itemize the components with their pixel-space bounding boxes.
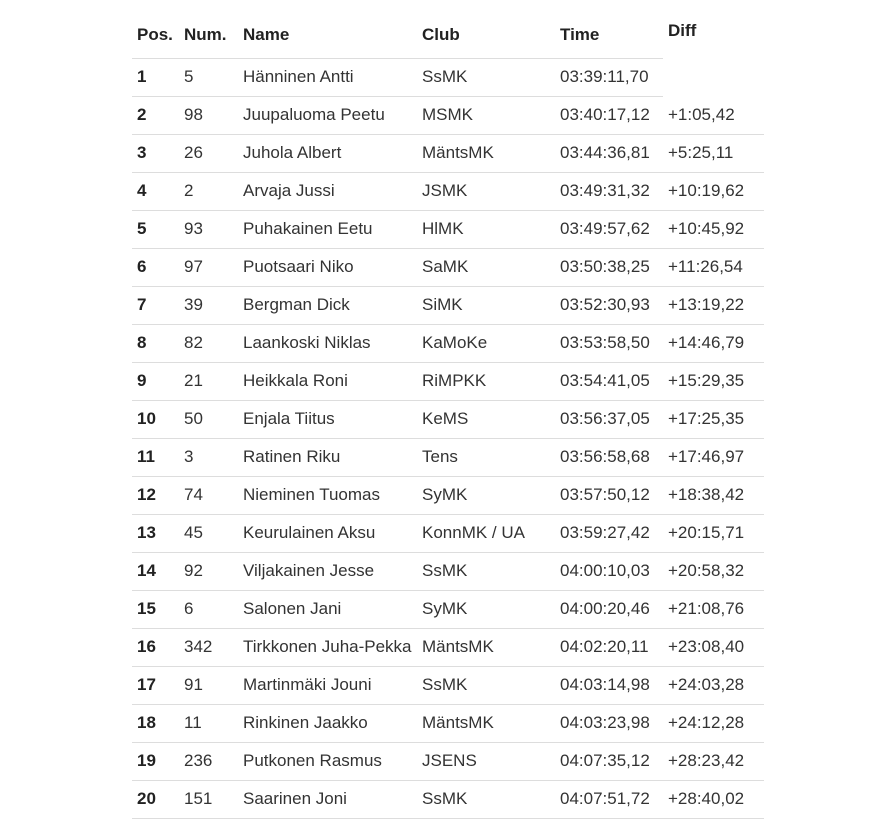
cell-diff: +1:05,42	[663, 96, 764, 134]
cell-time: 03:56:37,05	[555, 400, 663, 438]
cell-name: Puhakainen Eetu	[238, 210, 417, 248]
cell-club: RiMPKK	[417, 362, 555, 400]
cell-name: Juupaluoma Peetu	[238, 96, 417, 134]
column-header-time: Time	[555, 12, 663, 58]
cell-pos: 7	[132, 286, 179, 324]
cell-diff	[663, 58, 764, 96]
results-table	[132, 12, 764, 819]
cell-diff: +15:29,35	[663, 362, 764, 400]
cell-diff: +23:08,40	[663, 628, 764, 666]
cell-pos: 11	[132, 438, 179, 476]
cell-diff: +24:12,28	[663, 704, 764, 742]
cell-club: JSENS	[417, 742, 555, 780]
results-table-body	[132, 58, 764, 818]
cell-time: 03:49:57,62	[555, 210, 663, 248]
cell-pos: 8	[132, 324, 179, 362]
cell-diff: +11:26,54	[663, 248, 764, 286]
cell-num: 39	[179, 286, 238, 324]
cell-num: 26	[179, 134, 238, 172]
cell-pos: 3	[132, 134, 179, 172]
cell-time: 04:02:20,11	[555, 628, 663, 666]
cell-time: 04:07:51,72	[555, 780, 663, 818]
table-row	[132, 134, 764, 172]
cell-time: 03:44:36,81	[555, 134, 663, 172]
table-row	[132, 400, 764, 438]
cell-club: MSMK	[417, 96, 555, 134]
cell-pos: 14	[132, 552, 179, 590]
cell-pos: 12	[132, 476, 179, 514]
table-row	[132, 742, 764, 780]
cell-diff: +13:19,22	[663, 286, 764, 324]
cell-num: 93	[179, 210, 238, 248]
cell-pos: 15	[132, 590, 179, 628]
cell-time: 03:40:17,12	[555, 96, 663, 134]
cell-diff: +17:46,97	[663, 438, 764, 476]
cell-diff: +20:15,71	[663, 514, 764, 552]
cell-club: SyMK	[417, 476, 555, 514]
cell-pos: 10	[132, 400, 179, 438]
cell-name: Heikkala Roni	[238, 362, 417, 400]
cell-pos: 13	[132, 514, 179, 552]
cell-club: MäntsMK	[417, 704, 555, 742]
cell-num: 98	[179, 96, 238, 134]
table-row	[132, 362, 764, 400]
cell-name: Hänninen Antti	[238, 58, 417, 96]
cell-diff: +14:46,79	[663, 324, 764, 362]
cell-name: Ratinen Riku	[238, 438, 417, 476]
cell-club: SiMK	[417, 286, 555, 324]
cell-time: 03:50:38,25	[555, 248, 663, 286]
cell-diff: +10:19,62	[663, 172, 764, 210]
cell-time: 03:53:58,50	[555, 324, 663, 362]
cell-name: Bergman Dick	[238, 286, 417, 324]
cell-club: SsMK	[417, 58, 555, 96]
cell-time: 04:00:20,46	[555, 590, 663, 628]
cell-club: MäntsMK	[417, 628, 555, 666]
header-row	[132, 12, 764, 58]
table-row	[132, 58, 764, 96]
table-row	[132, 704, 764, 742]
cell-club: SsMK	[417, 780, 555, 818]
cell-pos: 4	[132, 172, 179, 210]
cell-pos: 5	[132, 210, 179, 248]
cell-time: 04:00:10,03	[555, 552, 663, 590]
cell-name: Salonen Jani	[238, 590, 417, 628]
cell-time: 04:07:35,12	[555, 742, 663, 780]
cell-num: 2	[179, 172, 238, 210]
cell-pos: 16	[132, 628, 179, 666]
table-row	[132, 286, 764, 324]
cell-diff: +5:25,11	[663, 134, 764, 172]
results-table-header	[132, 12, 764, 58]
cell-name: Juhola Albert	[238, 134, 417, 172]
cell-club: SaMK	[417, 248, 555, 286]
cell-club: MäntsMK	[417, 134, 555, 172]
cell-diff: +21:08,76	[663, 590, 764, 628]
column-header-club: Club	[417, 12, 555, 58]
cell-num: 92	[179, 552, 238, 590]
cell-time: 04:03:14,98	[555, 666, 663, 704]
table-row	[132, 552, 764, 590]
cell-club: KeMS	[417, 400, 555, 438]
cell-name: Viljakainen Jesse	[238, 552, 417, 590]
cell-num: 97	[179, 248, 238, 286]
cell-diff: +17:25,35	[663, 400, 764, 438]
cell-num: 342	[179, 628, 238, 666]
cell-num: 11	[179, 704, 238, 742]
cell-pos: 9	[132, 362, 179, 400]
cell-diff: +18:38,42	[663, 476, 764, 514]
cell-name: Rinkinen Jaakko	[238, 704, 417, 742]
cell-name: Putkonen Rasmus	[238, 742, 417, 780]
table-row	[132, 590, 764, 628]
column-header-name: Name	[238, 12, 417, 58]
table-row	[132, 514, 764, 552]
cell-name: Martinmäki Jouni	[238, 666, 417, 704]
cell-num: 91	[179, 666, 238, 704]
cell-time: 03:54:41,05	[555, 362, 663, 400]
cell-num: 21	[179, 362, 238, 400]
cell-club: JSMK	[417, 172, 555, 210]
table-row	[132, 248, 764, 286]
cell-name: Puotsaari Niko	[238, 248, 417, 286]
cell-num: 82	[179, 324, 238, 362]
cell-diff: +10:45,92	[663, 210, 764, 248]
cell-time: 03:49:31,32	[555, 172, 663, 210]
cell-club: HlMK	[417, 210, 555, 248]
cell-club: SyMK	[417, 590, 555, 628]
table-row	[132, 438, 764, 476]
cell-num: 74	[179, 476, 238, 514]
table-row	[132, 780, 764, 818]
cell-diff: +20:58,32	[663, 552, 764, 590]
table-row	[132, 666, 764, 704]
table-row	[132, 210, 764, 248]
cell-club: SsMK	[417, 552, 555, 590]
cell-time: 04:03:23,98	[555, 704, 663, 742]
cell-num: 151	[179, 780, 238, 818]
cell-num: 5	[179, 58, 238, 96]
table-row	[132, 172, 764, 210]
cell-name: Nieminen Tuomas	[238, 476, 417, 514]
cell-pos: 18	[132, 704, 179, 742]
table-row	[132, 324, 764, 362]
cell-diff: +24:03,28	[663, 666, 764, 704]
cell-name: Enjala Tiitus	[238, 400, 417, 438]
cell-club: KaMoKe	[417, 324, 555, 362]
cell-name: Saarinen Joni	[238, 780, 417, 818]
cell-time: 03:59:27,42	[555, 514, 663, 552]
cell-name: Tirkkonen Juha-Pekka	[238, 628, 417, 666]
cell-num: 50	[179, 400, 238, 438]
cell-club: SsMK	[417, 666, 555, 704]
cell-diff: +28:40,02	[663, 780, 764, 818]
cell-num: 6	[179, 590, 238, 628]
cell-name: Arvaja Jussi	[238, 172, 417, 210]
cell-club: KonnMK / UA	[417, 514, 555, 552]
cell-pos: 6	[132, 248, 179, 286]
cell-club: Tens	[417, 438, 555, 476]
cell-time: 03:57:50,12	[555, 476, 663, 514]
cell-diff: +28:23,42	[663, 742, 764, 780]
table-row	[132, 476, 764, 514]
table-row	[132, 96, 764, 134]
cell-num: 236	[179, 742, 238, 780]
column-header-pos: Pos.	[132, 12, 179, 58]
cell-pos: 1	[132, 58, 179, 96]
cell-pos: 17	[132, 666, 179, 704]
cell-name: Laankoski Niklas	[238, 324, 417, 362]
table-row	[132, 628, 764, 666]
cell-pos: 20	[132, 780, 179, 818]
column-header-num: Num.	[179, 12, 238, 58]
cell-time: 03:39:11,70	[555, 58, 663, 96]
cell-time: 03:52:30,93	[555, 286, 663, 324]
cell-num: 3	[179, 438, 238, 476]
cell-pos: 2	[132, 96, 179, 134]
cell-num: 45	[179, 514, 238, 552]
column-header-diff: Diff	[668, 21, 697, 40]
cell-pos: 19	[132, 742, 179, 780]
cell-name: Keurulainen Aksu	[238, 514, 417, 552]
cell-time: 03:56:58,68	[555, 438, 663, 476]
